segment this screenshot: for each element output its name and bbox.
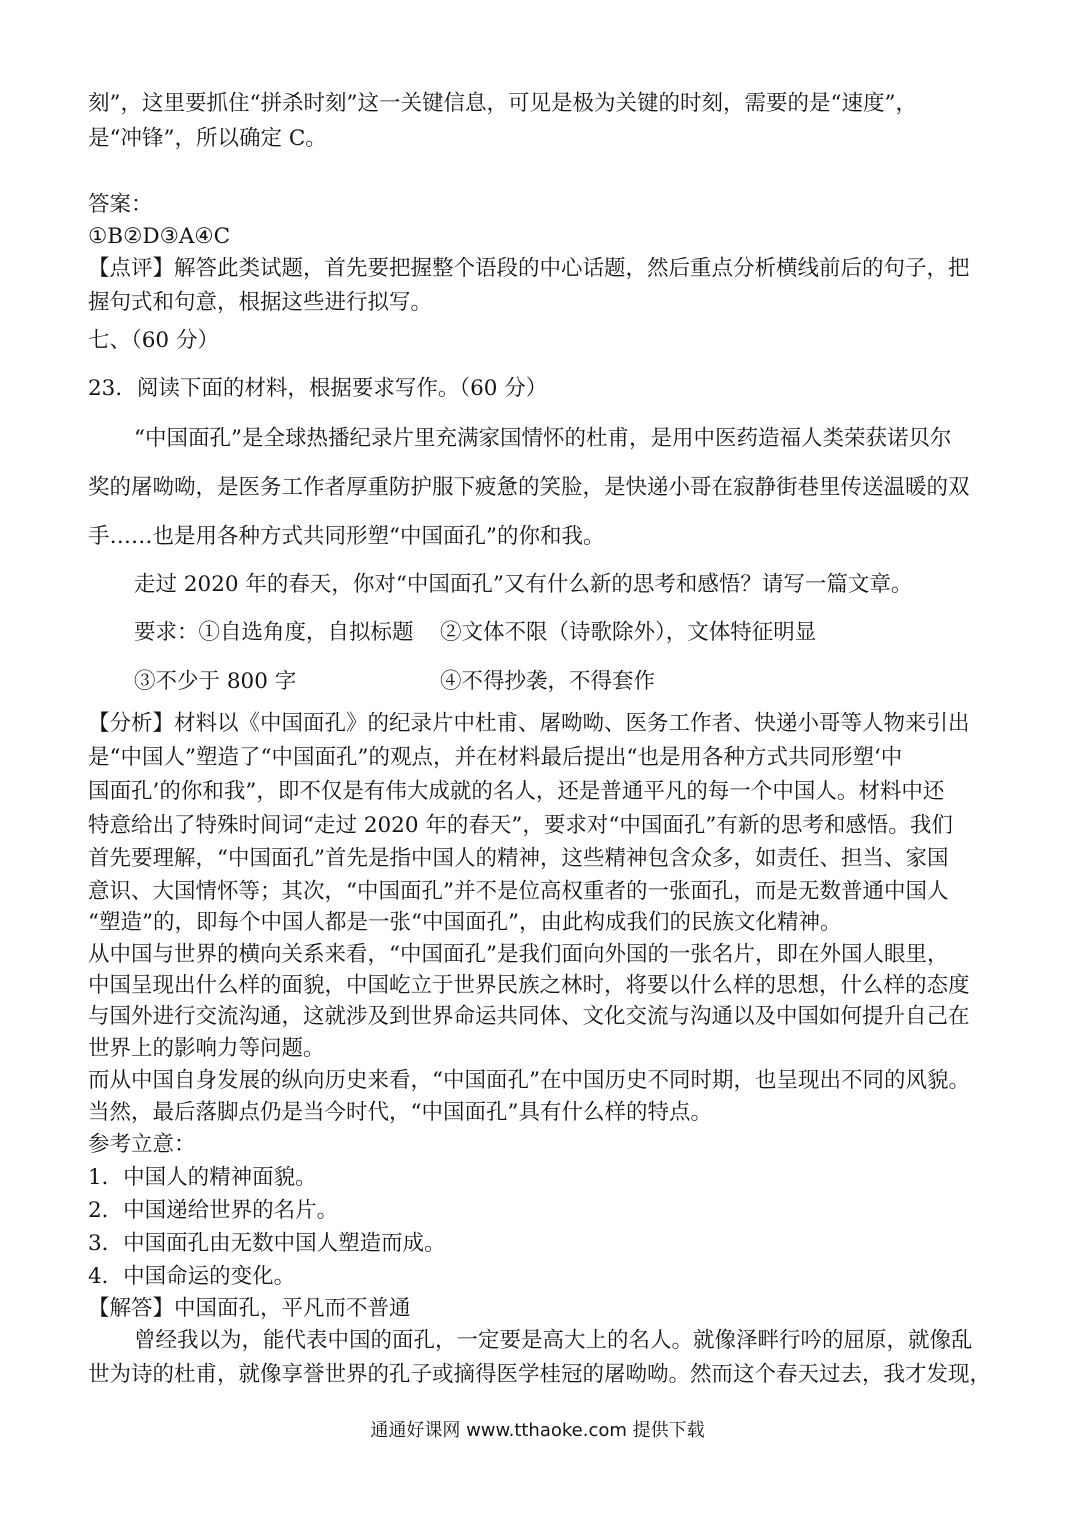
analysis-line-12: 而从中国自身发展的纵向历史来看，“中国面孔”在中国历史不同时期，也呈现出不同的风貌。 — [88, 1068, 970, 1093]
analysis-line-10: 与国外进行交流沟通，这就涉及到世界命运共同体、文化交流与沟通以及中国如何提升自己在 — [88, 1004, 970, 1029]
answer-label: 答案： — [88, 192, 153, 217]
reference-label: 参考立意： — [88, 1132, 196, 1157]
material-line-1: “中国面孔”是全球热播纪录片里充满家国情怀的杜甫，是用中医药造福人类荣获诺贝尔 — [134, 426, 952, 451]
reference-point-1: 1．中国人的精神面貌。 — [88, 1165, 317, 1190]
review-line-1: 【点评】解答此类试题，首先要把握整个语段的中心话题，然后重点分析横线前后的句子，把 — [88, 256, 970, 281]
essay-line-1: 曾经我以为，能代表中国的面孔，一定要是高大上的名人。就像泽畔行吟的屈原，就像乱 — [134, 1328, 973, 1353]
requirement-2: ②文体不限（诗歌除外），文体特征明显 — [440, 620, 817, 645]
continuation-line-2: 是“冲锋”，所以确定 C。 — [88, 126, 327, 151]
requirement-3: ③不少于 800 字 — [134, 669, 297, 694]
reference-point-3: 3．中国面孔由无数中国人塑造而成。 — [88, 1231, 446, 1256]
requirements-label: 要求： — [134, 620, 199, 645]
analysis-line-5: 首先要理解，“中国面孔”首先是指中国人的精神，这些精神包含众多，如责任、担当、家国 — [88, 846, 949, 871]
analysis-line-4: 特意给出了特殊时间词“走过 2020 年的春天”，要求对“中国面孔”有新的思考和感悟。我们 — [88, 813, 953, 838]
analysis-line-3: 国面孔’的你和我”，即不仅是有伟大成就的名人，还是普通平凡的每一个中国人。材料中还 — [88, 779, 945, 804]
writing-prompt: 走过 2020 年的春天，你对“中国面孔”又有什么新的思考和感悟？请写一篇文章。 — [134, 572, 913, 597]
continuation-line-1: 刻”，这里要抓住“拼杀时刻”这一关键信息，可见是极为关键的时刻，需要的是“速度”， — [88, 91, 917, 116]
requirements-row-1 — [134, 618, 414, 648]
analysis-line-6: 意识、大国情怀等；其次，“中国面孔”并不是位高权重者的一张面孔，而是无数普通中国人 — [88, 879, 949, 904]
material-line-3: 手……也是用各种方式共同形塑“中国面孔”的你和我。 — [88, 524, 605, 549]
analysis-line-1: 【分析】材料以《中国面孔》的纪录片中杜甫、屠呦呦、医务工作者、快递小哥等人物来引出 — [88, 711, 970, 736]
reference-point-4: 4．中国命运的变化。 — [88, 1264, 296, 1289]
solution-title: 【解答】中国面孔，平凡而不普通 — [88, 1296, 411, 1321]
material-line-2: 奖的屠呦呦，是医务工作者厚重防护服下疲惫的笑脸，是快递小哥在寂静街巷里传送温暖的双 — [88, 475, 970, 500]
essay-line-2: 世为诗的杜甫，就像享誉世界的孔子或摘得医学桂冠的屠呦呦。然而这个春天过去，我才发现， — [88, 1362, 992, 1387]
requirement-1: ①自选角度，自拟标题 — [198, 620, 414, 645]
reference-point-2: 2．中国递给世界的名片。 — [88, 1198, 339, 1223]
page-footer: 通通好课网 www.tthaoke.com 提供下载 — [370, 1420, 705, 1441]
analysis-line-7: “塑造”的，即每个中国人都是一张“中国面孔”，由此构成我们的民族文化精神。 — [88, 910, 842, 935]
review-line-2: 握句式和句意，根据这些进行拟写。 — [88, 290, 433, 315]
analysis-line-8: 从中国与世界的横向关系来看，“中国面孔”是我们面向外国的一张名片，即在外国人眼里， — [88, 942, 949, 967]
analysis-line-2: 是“中国人”塑造了“中国面孔”的观点，并在材料最后提出“也是用各种方式共同形塑‘中 — [88, 745, 903, 770]
question-title: 23．阅读下面的材料，根据要求写作。（60 分） — [88, 376, 548, 401]
analysis-line-11: 世界上的影响力等问题。 — [88, 1036, 325, 1061]
section-heading: 七、（60 分） — [88, 328, 219, 353]
analysis-line-9: 中国呈现出什么样的面貌，中国屹立于世界民族之林时，将要以什么样的思想，什么样的态度 — [88, 973, 970, 998]
requirement-4: ④不得抄袭，不得套作 — [440, 669, 656, 694]
answer-value: ①B②D③A④C — [88, 224, 231, 249]
analysis-line-13: 当然，最后落脚点仍是当今时代，“中国面孔”具有什么样的特点。 — [88, 1100, 712, 1125]
